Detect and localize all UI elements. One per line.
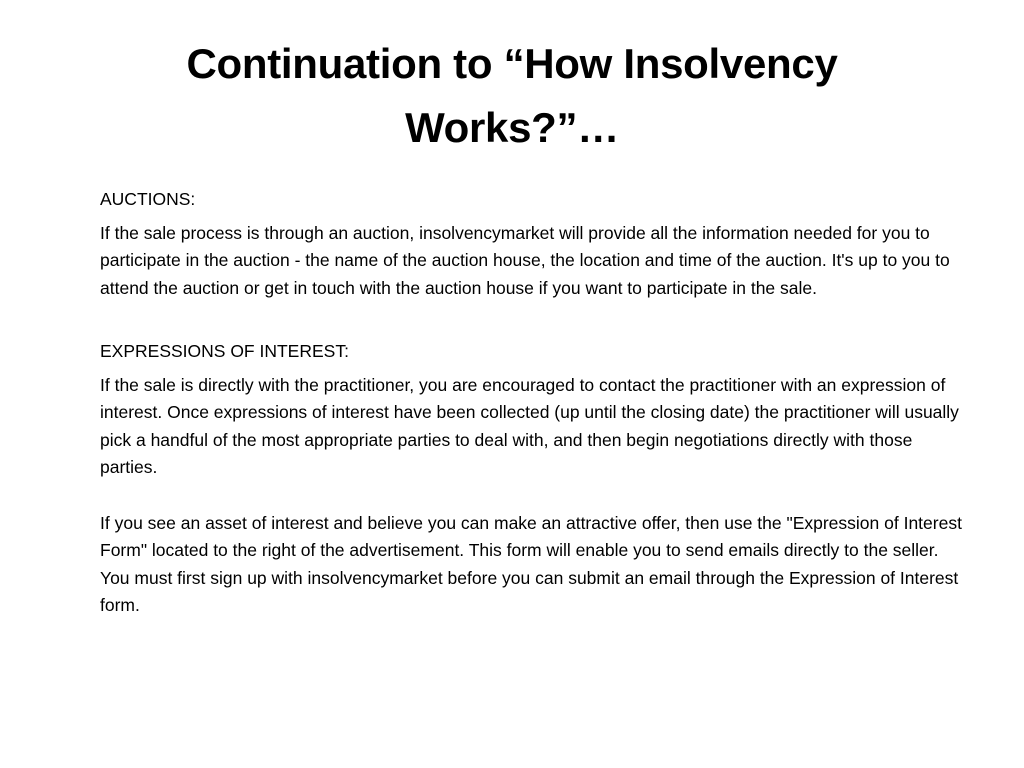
auctions-heading: AUCTIONS: xyxy=(100,189,196,209)
expressions-heading: EXPRESSIONS OF INTEREST: xyxy=(100,341,349,361)
slide-title: Continuation to “How Insolvency Works?”… xyxy=(186,40,838,151)
closing-paragraph: If you see an asset of interest and believe you can make an attractive offer, then use the "Expression of Interest Form" located to the right of the advertisement. This form will enable you to send emails directly to the seller. You must first sign up with insolvencymarket before you can submit an email through the Expression of Interest form. xyxy=(100,512,962,615)
slide-body xyxy=(100,186,970,620)
expressions-section xyxy=(100,338,970,482)
auctions-paragraph: If the sale process is through an auction, insolvencymarket will provide all the information needed for you to participate in the auction - the name of the auction house, the location and time of the auction. It's up to you to attend the auction or get in touch with the auction house if you want to participate in the sale. xyxy=(100,222,950,298)
auctions-section xyxy=(100,186,970,302)
expressions-paragraph: If the sale is directly with the practitioner, you are encouraged to contact the practitioner with an expression of interest. Once expressions of interest have been collected (up until the closing date) the practitioner will usually pick a handful of the most appropriate parties to deal with, and then begin negotiations directly with those parties. xyxy=(100,374,959,477)
